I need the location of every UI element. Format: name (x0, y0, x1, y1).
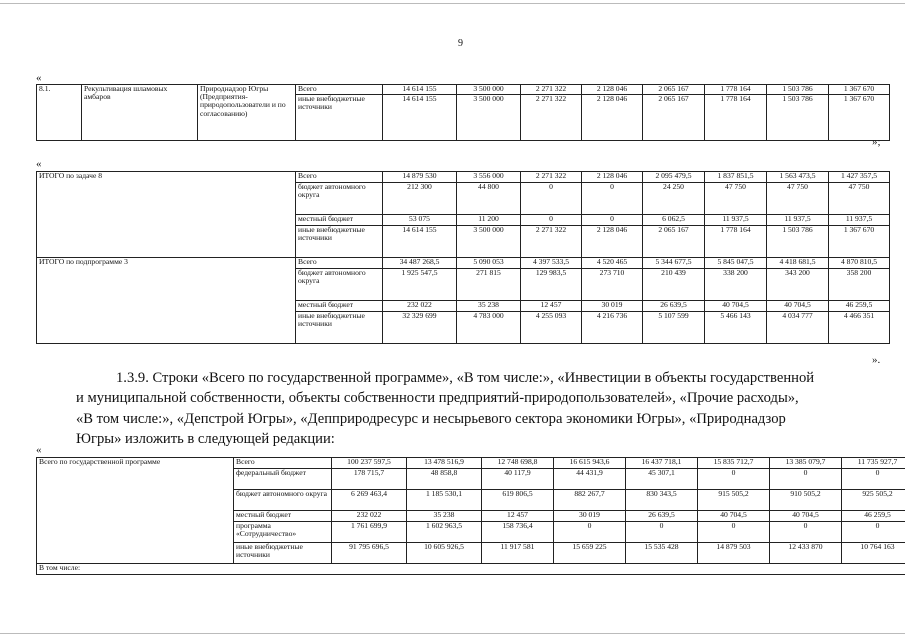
value-cell: 40 704,5 (698, 511, 770, 522)
value-cell: 4 870 810,5 (829, 258, 890, 269)
table-row (37, 458, 905, 469)
value-cell: 232 022 (383, 301, 457, 312)
value-cell: 32 329 699 (383, 312, 457, 344)
row-number: 8.1. (37, 85, 82, 141)
value-cell: 30 019 (554, 511, 626, 522)
value-cell: 0 (521, 183, 582, 215)
value-cell: 4 418 681,5 (767, 258, 829, 269)
value-cell: 11 937,5 (767, 215, 829, 226)
value-cell: 6 269 463,4 (332, 490, 407, 511)
value-cell: 2 271 322 (521, 172, 582, 183)
value-cell: 46 259,5 (842, 511, 905, 522)
value-cell: 13 478 516,9 (407, 458, 482, 469)
source-cell: федеральный бюджет (234, 469, 332, 490)
value-cell: 2 065 167 (643, 85, 705, 95)
value-cell: 47 750 (767, 183, 829, 215)
value-cell: 1 185 530,1 (407, 490, 482, 511)
source-cell: местный бюджет (296, 301, 383, 312)
value-cell: 910 505,2 (770, 490, 842, 511)
executor: Природнадзор Югры (Предприятия-природопользователи и по согласованию) (198, 85, 296, 141)
value-cell: 2 128 046 (582, 85, 643, 95)
value-cell: 0 (698, 469, 770, 490)
value-cell: 210 439 (643, 269, 705, 301)
value-cell: 1 503 786 (767, 95, 829, 141)
value-cell: 830 343,5 (626, 490, 698, 511)
source-cell: иные внебюджетные источники (296, 312, 383, 344)
value-cell: 1 367 670 (829, 226, 890, 258)
value-cell: 1 503 786 (767, 226, 829, 258)
value-cell: 5 344 677,5 (643, 258, 705, 269)
value-cell: 53 075 (383, 215, 457, 226)
value-cell: 343 200 (767, 269, 829, 301)
table-row (37, 258, 890, 269)
value-cell: 1 503 786 (767, 85, 829, 95)
value-cell: 11 917 581 (482, 543, 554, 564)
paragraph-line: и муниципальной собственности, объекты собственности предприятий-природопользователей», «Прочие расходы», (76, 390, 799, 407)
group-label: ИТОГО по задаче 8 (37, 172, 296, 258)
value-cell: 4 466 351 (829, 312, 890, 344)
value-cell: 40 704,5 (705, 301, 767, 312)
value-cell: 3 500 000 (457, 85, 521, 95)
measure-name: Рекультивация шламовых амбаров (82, 85, 198, 141)
group-label: ИТОГО по подпрограмме 3 (37, 258, 296, 344)
value-cell: 0 (770, 522, 842, 543)
value-cell: 5 090 053 (457, 258, 521, 269)
value-cell: 2 271 322 (521, 85, 582, 95)
value-cell: 0 (842, 469, 905, 490)
open-quote-1: « (36, 72, 42, 84)
value-cell: 3 500 000 (457, 226, 521, 258)
value-cell: 44 800 (457, 183, 521, 215)
value-cell: 35 238 (407, 511, 482, 522)
value-cell: 0 (582, 215, 643, 226)
value-cell: 16 437 718,1 (626, 458, 698, 469)
value-cell: 5 107 599 (643, 312, 705, 344)
value-cell: 1 925 547,5 (383, 269, 457, 301)
value-cell: 1 837 851,5 (705, 172, 767, 183)
value-cell: 40 704,5 (770, 511, 842, 522)
value-cell: 1 602 963,5 (407, 522, 482, 543)
value-cell: 40 117,9 (482, 469, 554, 490)
value-cell: 100 237 597,5 (332, 458, 407, 469)
value-cell: 2 128 046 (582, 95, 643, 141)
value-cell: 0 (582, 183, 643, 215)
value-cell: 2 065 167 (643, 226, 705, 258)
amendment-paragraph (76, 368, 854, 449)
value-cell: 338 200 (705, 269, 767, 301)
value-cell: 925 505,2 (842, 490, 905, 511)
source-cell: Всего (296, 258, 383, 269)
value-cell: 11 735 927,7 (842, 458, 905, 469)
source-cell: местный бюджет (234, 511, 332, 522)
value-cell: 34 487 268,5 (383, 258, 457, 269)
value-cell: 4 783 000 (457, 312, 521, 344)
value-cell: 15 659 225 (554, 543, 626, 564)
value-cell: 2 128 046 (582, 172, 643, 183)
value-cell: 16 615 943,6 (554, 458, 626, 469)
value-cell: 3 556 000 (457, 172, 521, 183)
value-cell: 30 019 (582, 301, 643, 312)
value-cell: 35 238 (457, 301, 521, 312)
value-cell: 4 397 533,5 (521, 258, 582, 269)
value-cell: 14 614 155 (383, 226, 457, 258)
value-cell: 4 034 777 (767, 312, 829, 344)
value-cell: 882 267,7 (554, 490, 626, 511)
value-cell: 1 778 164 (705, 85, 767, 95)
table-row (37, 564, 905, 575)
footer-label: В том числе: (37, 564, 905, 575)
value-cell: 0 (698, 522, 770, 543)
value-cell: 2 271 322 (521, 95, 582, 141)
table-measure-8-1 (36, 84, 890, 141)
value-cell: 11 200 (457, 215, 521, 226)
source-cell: местный бюджет (296, 215, 383, 226)
top-scan-edge (0, 3, 905, 4)
table-totals (36, 171, 890, 344)
value-cell: 11 937,5 (705, 215, 767, 226)
value-cell: 212 300 (383, 183, 457, 215)
value-cell: 178 715,7 (332, 469, 407, 490)
value-cell: 1 367 670 (829, 95, 890, 141)
value-cell: 4 216 736 (582, 312, 643, 344)
value-cell: 2 065 167 (643, 95, 705, 141)
value-cell: 11 937,5 (829, 215, 890, 226)
value-cell: 5 466 143 (705, 312, 767, 344)
value-cell: 3 500 000 (457, 95, 521, 141)
table-row (37, 172, 890, 183)
value-cell: 26 639,5 (643, 301, 705, 312)
source-cell: бюджет автономного округа (296, 269, 383, 301)
bottom-scan-edge (0, 633, 905, 634)
value-cell: 358 200 (829, 269, 890, 301)
value-cell: 129 983,5 (521, 269, 582, 301)
value-cell: 0 (770, 469, 842, 490)
value-cell: 14 614 155 (383, 85, 457, 95)
value-cell: 91 795 696,5 (332, 543, 407, 564)
open-quote-3: « (36, 444, 42, 456)
source-cell: Всего (296, 85, 383, 95)
value-cell: 10 605 926,5 (407, 543, 482, 564)
value-cell: 24 250 (643, 183, 705, 215)
value-cell: 14 879 530 (383, 172, 457, 183)
value-cell: 1 563 473,5 (767, 172, 829, 183)
value-cell: 5 845 047,5 (705, 258, 767, 269)
table-row (37, 85, 890, 95)
source-cell: Всего (296, 172, 383, 183)
value-cell: 1 367 670 (829, 85, 890, 95)
source-cell: программа «Сотрудничество» (234, 522, 332, 543)
value-cell: 12 457 (521, 301, 582, 312)
value-cell: 1 778 164 (705, 95, 767, 141)
value-cell: 26 639,5 (626, 511, 698, 522)
value-cell: 2 095 479,5 (643, 172, 705, 183)
value-cell: 14 879 503 (698, 543, 770, 564)
value-cell: 1 427 357,5 (829, 172, 890, 183)
value-cell: 1 761 699,9 (332, 522, 407, 543)
value-cell: 10 764 163 (842, 543, 905, 564)
value-cell: 2 271 322 (521, 226, 582, 258)
source-cell: иные внебюджетные источники (296, 95, 383, 141)
value-cell: 0 (842, 522, 905, 543)
value-cell: 40 704,5 (767, 301, 829, 312)
value-cell: 12 457 (482, 511, 554, 522)
close-quote-1: »; (872, 136, 881, 148)
value-cell: 232 022 (332, 511, 407, 522)
table-program-total (36, 457, 905, 575)
value-cell: 12 433 870 (770, 543, 842, 564)
paragraph-line: Югры» изложить в следующей редакции: (76, 430, 335, 447)
value-cell: 14 614 155 (383, 95, 457, 141)
group-label: Всего по государственной программе (37, 458, 234, 564)
value-cell: 12 748 698,8 (482, 458, 554, 469)
value-cell: 273 710 (582, 269, 643, 301)
value-cell: 13 385 079,7 (770, 458, 842, 469)
paragraph-line: «В том числе:», «Депстрой Югры», «Депприродресурс и несырьевого сектора экономики Югры», «Природнадзор (76, 410, 786, 427)
value-cell: 0 (554, 522, 626, 543)
value-cell: 47 750 (829, 183, 890, 215)
value-cell: 0 (521, 215, 582, 226)
source-cell: бюджет автономного округа (234, 490, 332, 511)
paragraph-line: 1.3.9. Строки «Всего по государственной программе», «В том числе:», «Инвестиции в объекты государственной (116, 370, 815, 386)
value-cell: 915 505,2 (698, 490, 770, 511)
value-cell: 619 806,5 (482, 490, 554, 511)
value-cell: 15 535 428 (626, 543, 698, 564)
page-number: 9 (458, 38, 463, 49)
value-cell: 2 128 046 (582, 226, 643, 258)
value-cell: 15 835 712,7 (698, 458, 770, 469)
close-quote-2: ». (872, 354, 881, 366)
value-cell: 4 255 093 (521, 312, 582, 344)
value-cell: 158 736,4 (482, 522, 554, 543)
value-cell: 271 815 (457, 269, 521, 301)
value-cell: 47 750 (705, 183, 767, 215)
source-cell: Всего (234, 458, 332, 469)
value-cell: 1 778 164 (705, 226, 767, 258)
value-cell: 46 259,5 (829, 301, 890, 312)
source-cell: иные внебюджетные источники (234, 543, 332, 564)
value-cell: 6 062,5 (643, 215, 705, 226)
source-cell: иные внебюджетные источники (296, 226, 383, 258)
source-cell: бюджет автономного округа (296, 183, 383, 215)
value-cell: 48 858,8 (407, 469, 482, 490)
open-quote-2: « (36, 158, 42, 170)
value-cell: 44 431,9 (554, 469, 626, 490)
value-cell: 4 520 465 (582, 258, 643, 269)
value-cell: 45 307,1 (626, 469, 698, 490)
value-cell: 0 (626, 522, 698, 543)
